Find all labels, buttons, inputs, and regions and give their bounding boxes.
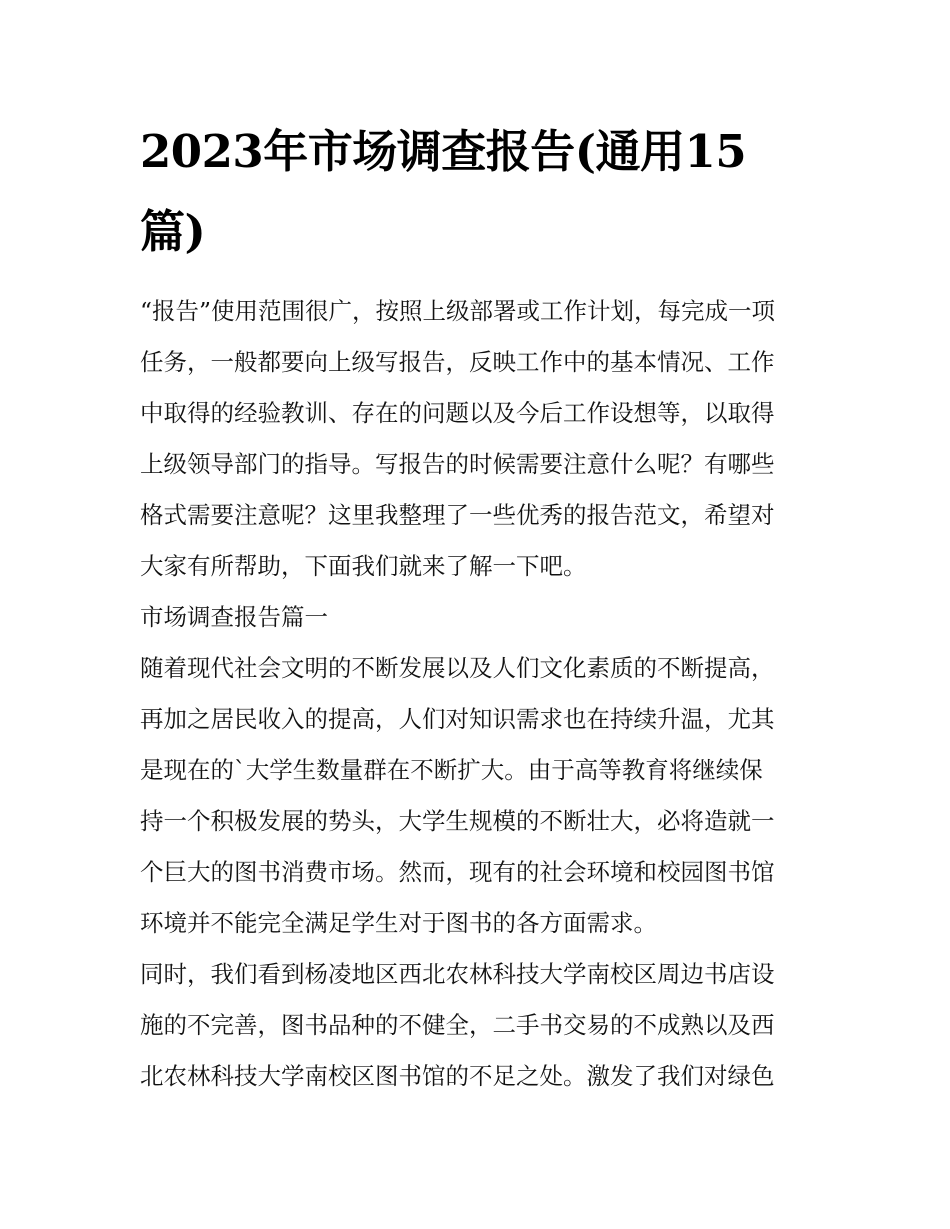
text-line: 是现在的`大学生数量群在不断扩大。由于高等教育将继续保 — [140, 756, 763, 784]
text-line: 任务，一般都要向上级写报告，反映工作中的基本情况、工作 — [140, 348, 775, 376]
text-line: 北农林科技大学南校区图书馆的不足之处。激发了我们对绿色 — [140, 1062, 775, 1090]
text-line: 持一个积极发展的势头，大学生规模的不断壮大，必将造就一 — [140, 807, 775, 835]
text-line: 施的不完善，图书品种的不健全，二手书交易的不成熟以及西 — [140, 1011, 775, 1039]
document-title — [140, 112, 820, 272]
text-line: 随着现代社会文明的不断发展以及人们文化素质的不断提高， — [140, 654, 775, 682]
text-line: 格式需要注意呢？这里我整理了一些优秀的报告范文，希望对 — [140, 501, 775, 529]
text-line: 中取得的经验教训、存在的问题以及今后工作设想等，以取得 — [140, 399, 775, 427]
body-paragraph — [140, 949, 820, 1102]
text-line: 环境并不能完全满足学生对于图书的各方面需求。 — [140, 909, 657, 937]
text-line: 个巨大的图书消费市场。然而，现有的社会环境和校园图书馆 — [140, 858, 775, 886]
title-line: 2023年市场调查报告(通用15 — [140, 125, 747, 178]
text-line: 再加之居民收入的提高，人们对知识需求也在持续升温，尤其 — [140, 705, 775, 733]
text-line: 市场调查报告篇一 — [140, 603, 328, 631]
title-line: 篇) — [140, 205, 206, 258]
section-heading — [140, 592, 820, 643]
text-line: “报告”使用范围很广，按照上级部署或工作计划，每完成一项 — [140, 297, 776, 325]
text-line: 大家有所帮助，下面我们就来了解一下吧。 — [140, 552, 587, 580]
text-line: 上级领导部门的指导。写报告的时候需要注意什么呢？有哪些 — [140, 450, 775, 478]
text-line: 同时，我们看到杨凌地区西北农林科技大学南校区周边书店设 — [140, 960, 775, 988]
body-paragraph — [140, 643, 820, 949]
intro-paragraph — [140, 286, 820, 592]
document-body — [140, 112, 820, 1102]
